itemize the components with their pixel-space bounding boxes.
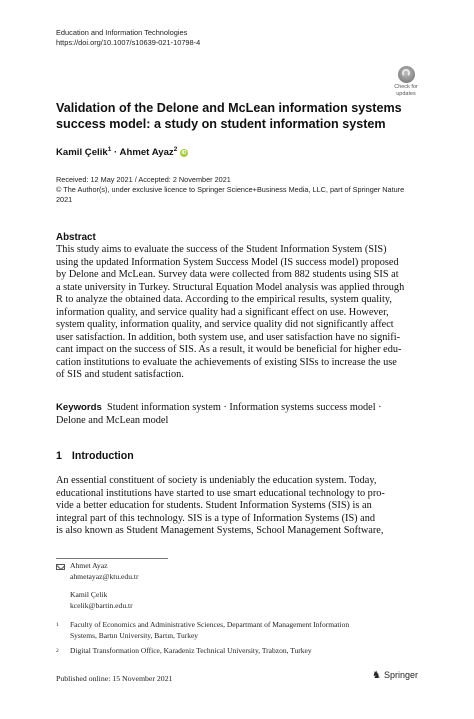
- abstract-line: system quality, information quality, and service quality did not significantly affect: [56, 319, 394, 330]
- check-for-updates-badge[interactable]: [392, 66, 420, 100]
- intro-line: vide a better education for students. Student Information Systems (SIS) is an: [56, 500, 372, 511]
- received-accepted: Received: 12 May 2021 / Accepted: 2 November 2021: [56, 175, 231, 184]
- author-name[interactable]: Ahmet Ayaz: [119, 147, 174, 159]
- keywords-line: Delone and McLean model: [56, 414, 169, 426]
- copyright-year: 2021: [56, 195, 73, 204]
- abstract-body: [56, 244, 419, 382]
- affiliation-mark: 1: [107, 146, 112, 153]
- orcid-icon[interactable]: iD: [181, 150, 187, 157]
- envelope-icon: [56, 564, 65, 570]
- abstract-line: by Delone and McLean. Survey data were collected from 882 students using SIS at: [56, 269, 399, 280]
- published-online: Published online: 15 November 2021: [56, 674, 173, 683]
- section-number: 1: [56, 450, 62, 462]
- abstract-heading: Abstract: [56, 232, 96, 243]
- author-name[interactable]: Kamil Çelik: [56, 147, 108, 159]
- section-heading: [56, 450, 134, 462]
- paper-title: [56, 100, 416, 132]
- footnote-text: Faculty of Economics and Administrative Sciences, Departmant of Management Information: [70, 620, 350, 629]
- footnote-text: Systems, Bartın University, Bartın, Turkey: [70, 630, 199, 640]
- title-line: success model: a study on student information system: [56, 117, 386, 131]
- intro-line: An essential constituent of society is undeniably the education system. Today,: [56, 475, 377, 486]
- abstract-line: of SIS and student satisfaction.: [56, 369, 184, 380]
- crossmark-icon: [398, 66, 415, 83]
- copyright-line: © The Author(s), under exclusive licence to Springer Science+Business Media, LLC, part of Springer Nature: [56, 185, 405, 194]
- journal-name: Education and Information Technologies: [56, 28, 188, 37]
- abstract-line: user satisfaction. In addition, both system use, and user satisfaction have no signifi-: [56, 331, 401, 343]
- affiliation-mark: 2: [173, 146, 178, 153]
- footnote-text: Digital Transformation Office, Karadeniz Technical University, Trabzon, Turkey: [70, 646, 312, 655]
- introduction-body: [56, 475, 419, 538]
- footnote: [56, 620, 426, 642]
- keywords-label: Keywords: [56, 402, 102, 413]
- springer-logo[interactable]: [372, 670, 418, 681]
- abstract-line: R to analyze the obtained data. According to the empirical results, system quality,: [56, 294, 392, 305]
- abstract-line: cant impact on the success of SIS. As a result, it would be beneficial for higher edu-: [56, 344, 402, 355]
- footnote: [56, 646, 426, 658]
- check-for-updates-label-1: Check for: [394, 84, 418, 90]
- intro-line: educational institutions have started to use smart educational technology to pro-: [56, 487, 385, 499]
- keywords: [56, 402, 419, 427]
- keywords-line: Student information system · Information systems success model ·: [107, 402, 382, 413]
- contact-name: Ahmet Ayaz: [70, 561, 108, 570]
- section-title: Introduction: [71, 450, 134, 462]
- intro-line: integral part of this technology. SIS is a type of Information Systems (IS) and: [56, 512, 376, 524]
- abstract-line: cation institutions to evaluate the achievements of existing SISs to increase the use: [56, 356, 397, 368]
- doi-link[interactable]: https://doi.org/10.1007/s10639-021-10798-4: [56, 38, 201, 47]
- footnote-divider: [56, 558, 168, 559]
- springer-horse-icon: ♞: [372, 670, 381, 681]
- contact-email[interactable]: kcelik@bartin.edu.tr: [70, 600, 133, 610]
- title-line: Validation of the Delone and McLean information systems: [56, 101, 402, 115]
- footnote-mark: 2: [56, 648, 59, 654]
- abstract-line: a state university in Turkey. Structural Equation Model analysis was applied through: [56, 281, 405, 293]
- journal-header: [56, 28, 200, 48]
- abstract-line: using the updated Information System Success Model (IS success model) proposed: [56, 256, 399, 268]
- publisher-name: Springer: [383, 670, 418, 680]
- contact-name: Kamil Çelik: [70, 590, 108, 599]
- author-list: [56, 146, 188, 158]
- contact-email[interactable]: ahmetayaz@ktu.edu.tr: [70, 571, 139, 581]
- footnote-mark: 1: [56, 622, 59, 628]
- article-dates: [56, 175, 404, 205]
- check-for-updates-label-2: updates: [396, 91, 416, 97]
- contact-block: [70, 561, 139, 611]
- author-separator: ·: [111, 147, 120, 159]
- abstract-line: information quality, and service quality had a significant effect on use. However,: [56, 306, 389, 318]
- abstract-line: This study aims to evaluate the success of the Student Information System (SIS): [56, 244, 387, 255]
- intro-line: is also known as Student Management Systems, School Management Software,: [56, 525, 384, 536]
